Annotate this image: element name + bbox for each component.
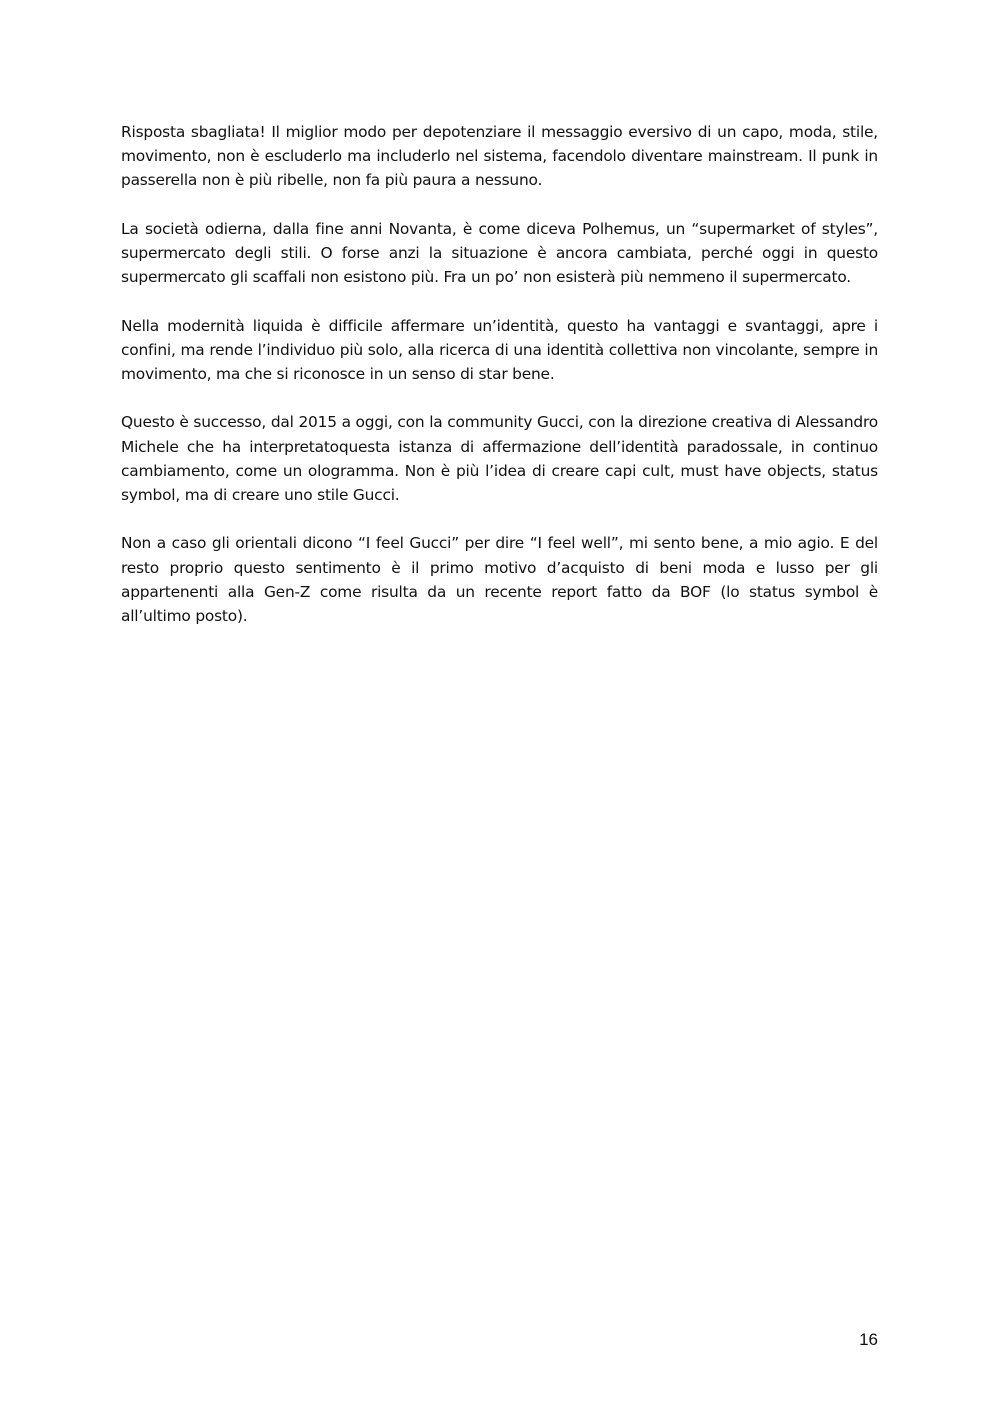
paragraph-5: Non a caso gli orientali dicono “I feel Gucci” per dire “I feel well”, mi sento bene, a mio agio. E del resto proprio questo sentimento è il primo motivo d’acquisto di beni moda e lusso per gli appartenenti alla Gen-Z come risulta da un recente report fatto da BOF (lo status symbol è all’ultimo posto). (121, 534, 878, 625)
paragraph-3: Nella modernità liquida è difficile affermare un’identità, questo ha vantaggi e svantaggi, apre i confini, ma rende l’individuo più solo, alla ricerca di una identità collettiva non vincolante, sempre in movimento, ma che si riconosce in un senso di star bene. (121, 316, 878, 383)
body-text (121, 120, 878, 652)
paragraph-1: Risposta sbagliata! Il miglior modo per depotenziare il messaggio eversivo di un capo, moda, stile, movimento, non è escluderlo ma includerlo nel sistema, facendolo diventare mainstream. Il punk in passerella non è più ribelle, non fa più paura a nessuno. (121, 123, 878, 190)
page-number: 16 (859, 1330, 878, 1349)
paragraph-2: La società odierna, dalla fine anni Novanta, è come diceva Polhemus, un “supermarket of styles”, supermercato degli stili. O forse anzi la situazione è ancora cambiata, perché oggi in questo supermercato gli scaffali non esistono più. Fra un po’ non esisterà più nemmeno il supermercato. (121, 219, 878, 287)
paragraph-4: Questo è successo, dal 2015 a oggi, con la community Gucci, con la direzione creativa di Alessandro Michele che ha interpretatoquesta istanza di affermazione dell’identità paradossale, in continuo cambiamento, come un ologramma. Non è più l’idea di creare capi cult, must have objects, status symbol, ma di creare uno stile Gucci. (121, 413, 878, 504)
